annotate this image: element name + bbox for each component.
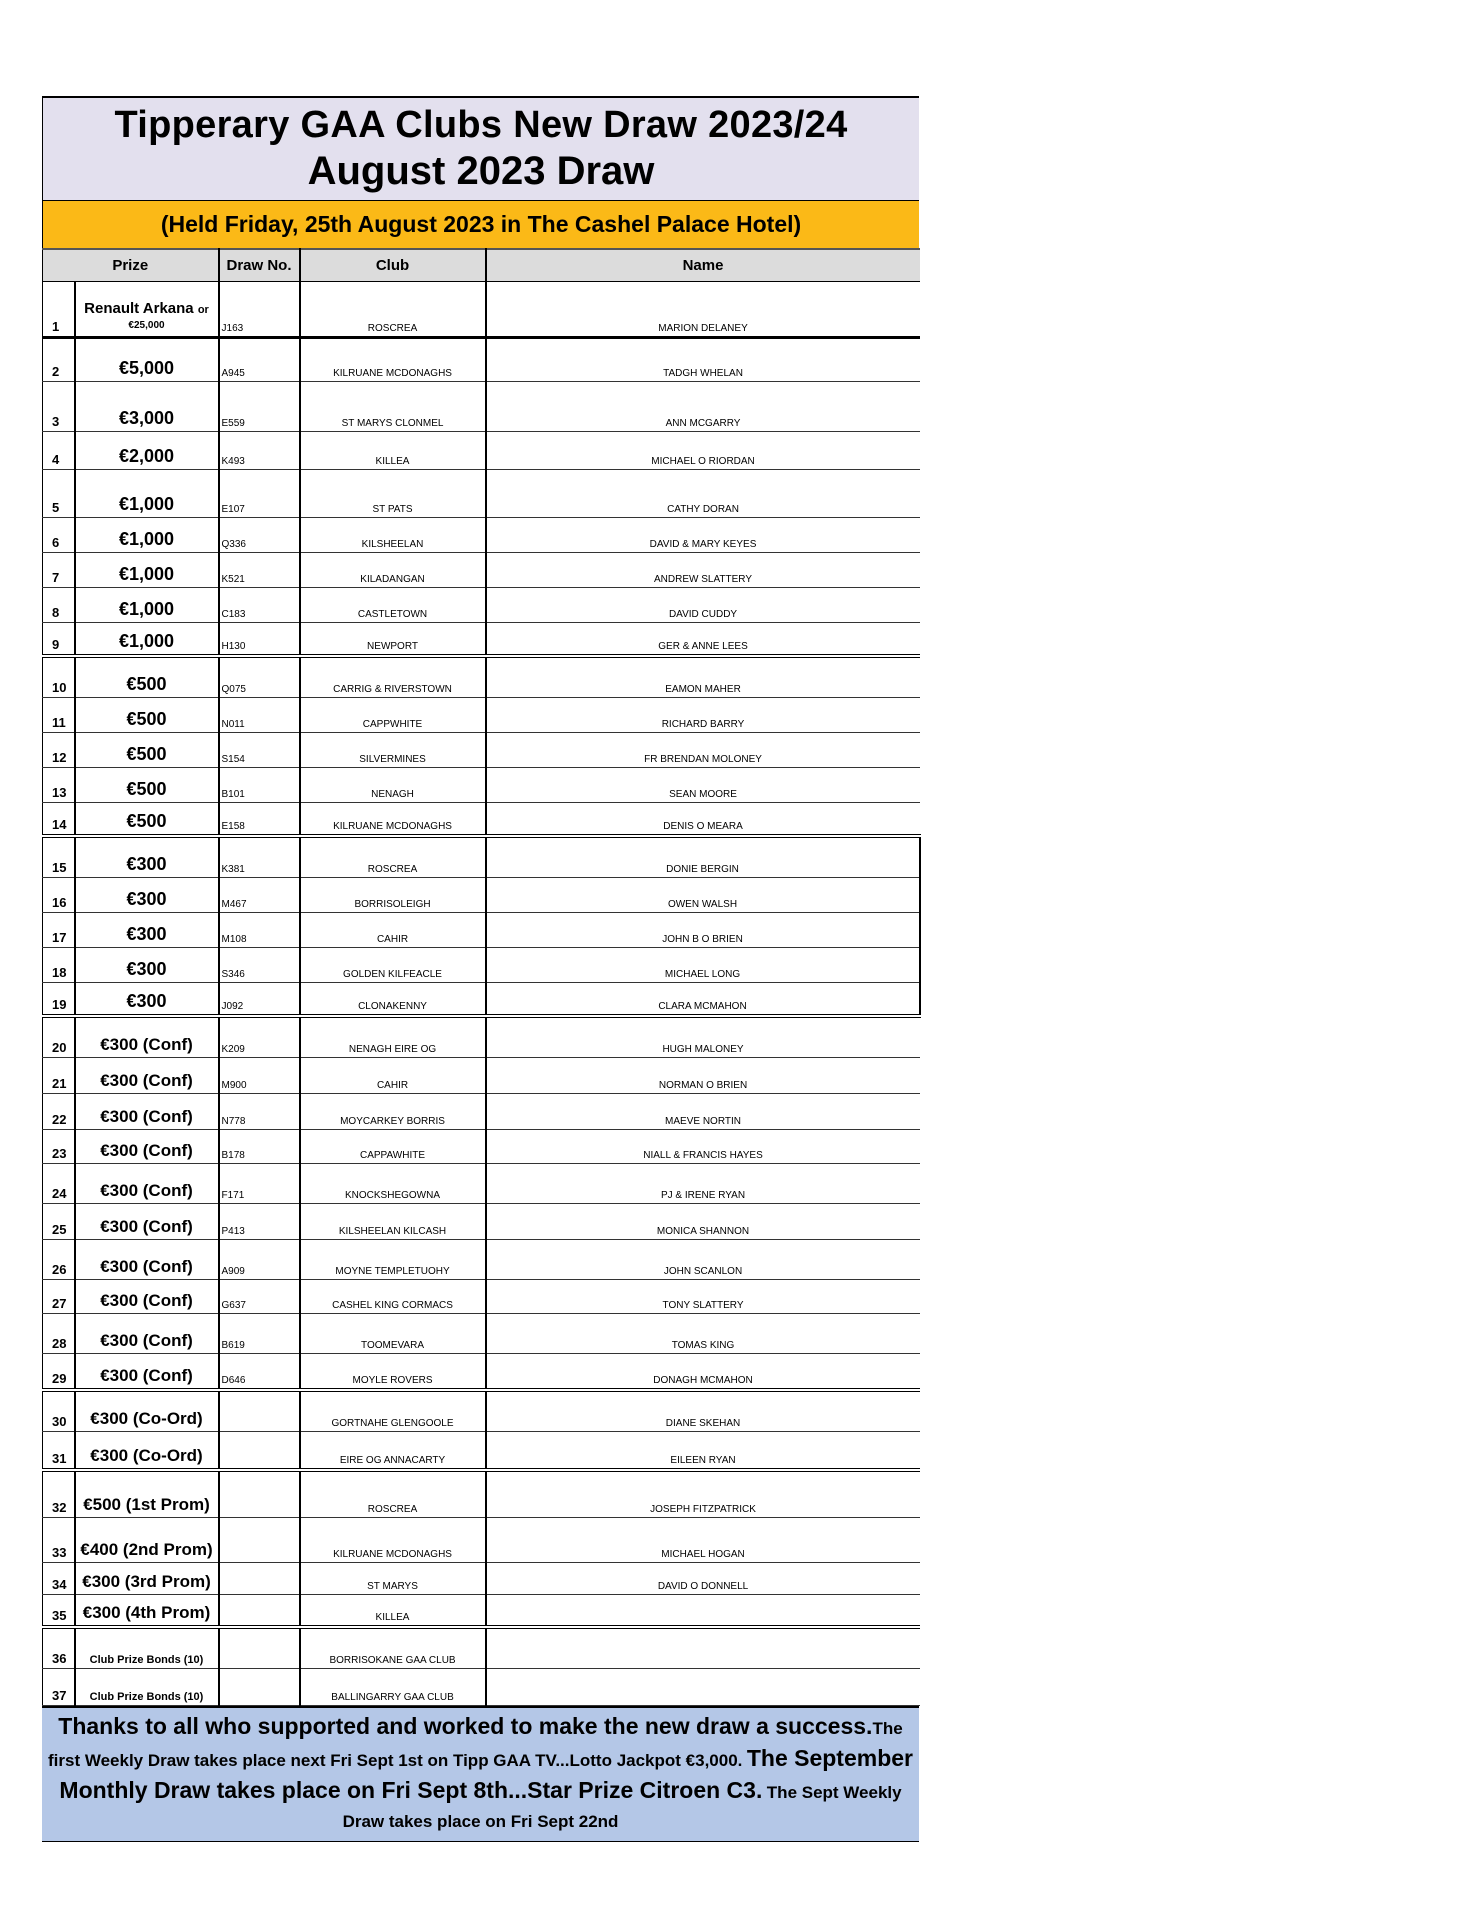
row-prize: €300 (Co-Ord) bbox=[75, 1390, 219, 1432]
col-header-draw-no: Draw No. bbox=[219, 249, 300, 282]
row-name: NIALL & FRANCIS HAYES bbox=[486, 1130, 920, 1164]
row-name: DIANE SKEHAN bbox=[486, 1390, 920, 1432]
row-draw-no bbox=[219, 1390, 300, 1432]
row-prize: €300 (3rd Prom) bbox=[75, 1563, 219, 1595]
row-name: MONICA SHANNON bbox=[486, 1204, 920, 1240]
footer-weekly: The first Weekly Draw takes place next Fri Sept 1st on Tipp GAA TV...Lotto Jackpot €3,000. bbox=[48, 1719, 903, 1770]
row-draw-no: N011 bbox=[219, 698, 300, 733]
row-club: ST PATS bbox=[300, 470, 486, 518]
table-row bbox=[43, 382, 920, 432]
row-club: ST MARYS CLONMEL bbox=[300, 382, 486, 432]
row-prize: €1,000 bbox=[75, 470, 219, 518]
row-name: PJ & IRENE RYAN bbox=[486, 1164, 920, 1204]
table-row bbox=[43, 656, 920, 698]
row-prize: €1,000 bbox=[75, 623, 219, 656]
row-draw-no: Q075 bbox=[219, 656, 300, 698]
row-number: 27 bbox=[43, 1280, 75, 1314]
row-number: 13 bbox=[43, 768, 75, 803]
row-number: 9 bbox=[43, 623, 75, 656]
table-row bbox=[43, 1354, 920, 1390]
row-club: CAPPWHITE bbox=[300, 698, 486, 733]
table-row bbox=[43, 1016, 920, 1058]
row-name: DONIE BERGIN bbox=[486, 836, 920, 878]
table-row bbox=[43, 836, 920, 878]
row-name: EAMON MAHER bbox=[486, 656, 920, 698]
table-row bbox=[43, 698, 920, 733]
row-number: 4 bbox=[43, 432, 75, 470]
table-row bbox=[43, 553, 920, 588]
row-number: 15 bbox=[43, 836, 75, 878]
row-club: CAHIR bbox=[300, 913, 486, 948]
row-prize: €300 (Co-Ord) bbox=[75, 1432, 219, 1470]
row-prize: €500 bbox=[75, 656, 219, 698]
row-club: ROSCREA bbox=[300, 836, 486, 878]
row-draw-no: C183 bbox=[219, 588, 300, 623]
row-draw-no: M108 bbox=[219, 913, 300, 948]
row-club: EIRE OG ANNACARTY bbox=[300, 1432, 486, 1470]
row-draw-no bbox=[219, 1669, 300, 1706]
row-draw-no: K381 bbox=[219, 836, 300, 878]
table-row bbox=[43, 913, 920, 948]
row-number: 20 bbox=[43, 1016, 75, 1058]
row-name: NORMAN O BRIEN bbox=[486, 1058, 920, 1094]
row-club: KILRUANE MCDONAGHS bbox=[300, 803, 486, 836]
row-club: CAHIR bbox=[300, 1058, 486, 1094]
row-draw-no: M467 bbox=[219, 878, 300, 913]
row-number: 3 bbox=[43, 382, 75, 432]
row-draw-no: D646 bbox=[219, 1354, 300, 1390]
row-number: 30 bbox=[43, 1390, 75, 1432]
row-name: CATHY DORAN bbox=[486, 470, 920, 518]
row-prize: €500 bbox=[75, 803, 219, 836]
footer-monthly: The September Monthly Draw takes place on Fri Sept 8th...Star Prize Citroen C3. bbox=[59, 1745, 913, 1803]
row-number: 29 bbox=[43, 1354, 75, 1390]
row-name: JOHN B O BRIEN bbox=[486, 913, 920, 948]
row-prize: Club Prize Bonds (10) bbox=[75, 1627, 219, 1669]
row-name: DONAGH MCMAHON bbox=[486, 1354, 920, 1390]
row-number: 28 bbox=[43, 1314, 75, 1354]
table-row bbox=[43, 1314, 920, 1354]
row-club: CAPPAWHITE bbox=[300, 1130, 486, 1164]
footer-thanks: Thanks to all who supported and worked to make the new draw a success. bbox=[58, 1713, 873, 1739]
row-number: 35 bbox=[43, 1595, 75, 1627]
row-club: GOLDEN KILFEACLE bbox=[300, 948, 486, 983]
row-prize: €300 (4th Prom) bbox=[75, 1595, 219, 1627]
row-name: JOHN SCANLON bbox=[486, 1240, 920, 1280]
row-name: ANN MCGARRY bbox=[486, 382, 920, 432]
table-row bbox=[43, 733, 920, 768]
row-prize: €300 bbox=[75, 948, 219, 983]
row-prize: €2,000 bbox=[75, 432, 219, 470]
table-row bbox=[43, 803, 920, 836]
table-row bbox=[43, 1470, 920, 1518]
row-draw-no bbox=[219, 1595, 300, 1627]
table-row bbox=[43, 338, 920, 382]
table-row bbox=[43, 1432, 920, 1470]
row-name: HUGH MALONEY bbox=[486, 1016, 920, 1058]
row-club: NENAGH bbox=[300, 768, 486, 803]
table-row bbox=[43, 1563, 920, 1595]
row-number: 10 bbox=[43, 656, 75, 698]
row-draw-no: K521 bbox=[219, 553, 300, 588]
row-name: MARION DELANEY bbox=[486, 282, 920, 338]
row-number: 2 bbox=[43, 338, 75, 382]
row-number: 17 bbox=[43, 913, 75, 948]
row-name: DENIS O MEARA bbox=[486, 803, 920, 836]
row-name bbox=[486, 1669, 920, 1706]
row-draw-no: F171 bbox=[219, 1164, 300, 1204]
title-box bbox=[42, 96, 919, 200]
row-prize: €3,000 bbox=[75, 382, 219, 432]
row-draw-no: S346 bbox=[219, 948, 300, 983]
table-row bbox=[43, 1130, 920, 1164]
row-name: MICHAEL HOGAN bbox=[486, 1518, 920, 1563]
row-name: DAVID CUDDY bbox=[486, 588, 920, 623]
row-number: 11 bbox=[43, 698, 75, 733]
row-prize: €1,000 bbox=[75, 553, 219, 588]
row-number: 16 bbox=[43, 878, 75, 913]
row-club: KILSHEELAN bbox=[300, 518, 486, 553]
row-number: 22 bbox=[43, 1094, 75, 1130]
results-table bbox=[42, 248, 921, 1706]
row-number: 5 bbox=[43, 470, 75, 518]
page-title: Tipperary GAA Clubs New Draw 2023/24 bbox=[114, 104, 848, 146]
row-draw-no: E158 bbox=[219, 803, 300, 836]
row-club: CLONAKENNY bbox=[300, 983, 486, 1016]
row-prize: €300 (Conf) bbox=[75, 1240, 219, 1280]
row-number: 36 bbox=[43, 1627, 75, 1669]
row-number: 19 bbox=[43, 983, 75, 1016]
row-club: SILVERMINES bbox=[300, 733, 486, 768]
row-name: CLARA MCMAHON bbox=[486, 983, 920, 1016]
row-club: KILLEA bbox=[300, 1595, 486, 1627]
row-number: 34 bbox=[43, 1563, 75, 1595]
row-club: TOOMEVARA bbox=[300, 1314, 486, 1354]
table-row bbox=[43, 1390, 920, 1432]
table-row bbox=[43, 1240, 920, 1280]
row-prize: €500 bbox=[75, 698, 219, 733]
table-row bbox=[43, 1627, 920, 1669]
col-header-club: Club bbox=[300, 249, 486, 282]
row-name: TOMAS KING bbox=[486, 1314, 920, 1354]
row-draw-no: K493 bbox=[219, 432, 300, 470]
row-prize: €1,000 bbox=[75, 588, 219, 623]
draw-results-sheet bbox=[42, 96, 919, 1842]
first-prize-line2: €25,000 bbox=[128, 320, 165, 331]
row-prize: €300 (Conf) bbox=[75, 1094, 219, 1130]
row-club: BORRISOLEIGH bbox=[300, 878, 486, 913]
table-row bbox=[43, 948, 920, 983]
row-number: 21 bbox=[43, 1058, 75, 1094]
row-draw-no: S154 bbox=[219, 733, 300, 768]
row-draw-no: E107 bbox=[219, 470, 300, 518]
first-prize-line1: Renault Arkana bbox=[84, 300, 194, 317]
table-row bbox=[43, 623, 920, 656]
page-subtitle: August 2023 Draw bbox=[307, 149, 655, 193]
row-club: ROSCREA bbox=[300, 282, 486, 338]
row-draw-no bbox=[219, 1563, 300, 1595]
table-row bbox=[43, 470, 920, 518]
row-draw-no bbox=[219, 1518, 300, 1563]
row-name: DAVID O DONNELL bbox=[486, 1563, 920, 1595]
row-name: JOSEPH FITZPATRICK bbox=[486, 1470, 920, 1518]
row-number: 23 bbox=[43, 1130, 75, 1164]
first-prize-or: or bbox=[197, 304, 209, 316]
table-row bbox=[43, 1518, 920, 1563]
row-draw-no bbox=[219, 1470, 300, 1518]
row-prize: €300 (Conf) bbox=[75, 1016, 219, 1058]
row-club: MOYCARKEY BORRIS bbox=[300, 1094, 486, 1130]
row-number: 24 bbox=[43, 1164, 75, 1204]
row-draw-no: J163 bbox=[219, 282, 300, 338]
table-row bbox=[43, 1058, 920, 1094]
row-prize bbox=[75, 282, 219, 338]
row-prize: €300 (Conf) bbox=[75, 1280, 219, 1314]
table-row bbox=[43, 588, 920, 623]
row-club: NEWPORT bbox=[300, 623, 486, 656]
row-prize: €300 bbox=[75, 836, 219, 878]
row-prize: Club Prize Bonds (10) bbox=[75, 1669, 219, 1706]
row-club: KILLEA bbox=[300, 432, 486, 470]
row-number: 33 bbox=[43, 1518, 75, 1563]
table-row bbox=[43, 878, 920, 913]
row-name: MICHAEL O RIORDAN bbox=[486, 432, 920, 470]
table-row bbox=[43, 1204, 920, 1240]
row-name: EILEEN RYAN bbox=[486, 1432, 920, 1470]
row-prize: €500 (1st Prom) bbox=[75, 1470, 219, 1518]
row-name: TONY SLATTERY bbox=[486, 1280, 920, 1314]
row-name: MICHAEL LONG bbox=[486, 948, 920, 983]
row-club: BALLINGARRY GAA CLUB bbox=[300, 1669, 486, 1706]
row-name: TADGH WHELAN bbox=[486, 338, 920, 382]
row-draw-no: G637 bbox=[219, 1280, 300, 1314]
row-number: 7 bbox=[43, 553, 75, 588]
row-draw-no: M900 bbox=[219, 1058, 300, 1094]
footer-message bbox=[42, 1706, 919, 1842]
row-prize: €300 bbox=[75, 983, 219, 1016]
row-draw-no: A909 bbox=[219, 1240, 300, 1280]
table-row bbox=[43, 282, 920, 338]
table-row bbox=[43, 1094, 920, 1130]
row-club: CASHEL KING CORMACS bbox=[300, 1280, 486, 1314]
row-prize: €1,000 bbox=[75, 518, 219, 553]
row-name bbox=[486, 1627, 920, 1669]
row-name: ANDREW SLATTERY bbox=[486, 553, 920, 588]
row-prize: €300 (Conf) bbox=[75, 1130, 219, 1164]
row-number: 8 bbox=[43, 588, 75, 623]
footer-sept-weekly: The Sept Weekly Draw takes place on Fri Sept 22nd bbox=[342, 1783, 902, 1831]
row-number: 37 bbox=[43, 1669, 75, 1706]
row-prize: €300 bbox=[75, 878, 219, 913]
row-club: KILSHEELAN KILCASH bbox=[300, 1204, 486, 1240]
row-draw-no: Q336 bbox=[219, 518, 300, 553]
row-club: MOYLE ROVERS bbox=[300, 1354, 486, 1390]
row-club: KILRUANE MCDONAGHS bbox=[300, 338, 486, 382]
row-prize: €400 (2nd Prom) bbox=[75, 1518, 219, 1563]
row-club: MOYNE TEMPLETUOHY bbox=[300, 1240, 486, 1280]
row-name: DAVID & MARY KEYES bbox=[486, 518, 920, 553]
row-draw-no: E559 bbox=[219, 382, 300, 432]
row-club: CARRIG & RIVERSTOWN bbox=[300, 656, 486, 698]
row-club: KILADANGAN bbox=[300, 553, 486, 588]
row-number: 6 bbox=[43, 518, 75, 553]
row-draw-no: B101 bbox=[219, 768, 300, 803]
row-club: KILRUANE MCDONAGHS bbox=[300, 1518, 486, 1563]
row-club: ST MARYS bbox=[300, 1563, 486, 1595]
row-name: GER & ANNE LEES bbox=[486, 623, 920, 656]
col-header-prize: Prize bbox=[43, 249, 219, 282]
row-prize: €5,000 bbox=[75, 338, 219, 382]
row-draw-no: J092 bbox=[219, 983, 300, 1016]
row-prize: €300 bbox=[75, 913, 219, 948]
table-row bbox=[43, 768, 920, 803]
row-name: MAEVE NORTIN bbox=[486, 1094, 920, 1130]
row-number: 25 bbox=[43, 1204, 75, 1240]
row-draw-no: A945 bbox=[219, 338, 300, 382]
held-text: (Held Friday, 25th August 2023 in The Cashel Palace Hotel) bbox=[160, 211, 802, 237]
table-row bbox=[43, 1595, 920, 1627]
row-draw-no bbox=[219, 1432, 300, 1470]
table-row bbox=[43, 432, 920, 470]
row-draw-no bbox=[219, 1627, 300, 1669]
row-prize: €300 (Conf) bbox=[75, 1164, 219, 1204]
held-banner bbox=[42, 200, 919, 248]
row-draw-no: P413 bbox=[219, 1204, 300, 1240]
row-prize: €500 bbox=[75, 733, 219, 768]
row-name: OWEN WALSH bbox=[486, 878, 920, 913]
row-name bbox=[486, 1595, 920, 1627]
row-prize: €300 (Conf) bbox=[75, 1204, 219, 1240]
table-header-row bbox=[43, 249, 920, 282]
row-club: GORTNAHE GLENGOOLE bbox=[300, 1390, 486, 1432]
row-prize: €500 bbox=[75, 768, 219, 803]
row-number: 31 bbox=[43, 1432, 75, 1470]
row-number: 18 bbox=[43, 948, 75, 983]
row-prize: €300 (Conf) bbox=[75, 1314, 219, 1354]
row-number: 32 bbox=[43, 1470, 75, 1518]
row-prize: €300 (Conf) bbox=[75, 1058, 219, 1094]
row-club: NENAGH EIRE OG bbox=[300, 1016, 486, 1058]
row-number: 14 bbox=[43, 803, 75, 836]
table-row bbox=[43, 1280, 920, 1314]
row-name: FR BRENDAN MOLONEY bbox=[486, 733, 920, 768]
row-number: 12 bbox=[43, 733, 75, 768]
row-club: ROSCREA bbox=[300, 1470, 486, 1518]
row-number: 1 bbox=[43, 282, 75, 338]
col-header-name: Name bbox=[486, 249, 920, 282]
row-club: BORRISOKANE GAA CLUB bbox=[300, 1627, 486, 1669]
row-draw-no: K209 bbox=[219, 1016, 300, 1058]
row-draw-no: B178 bbox=[219, 1130, 300, 1164]
row-draw-no: H130 bbox=[219, 623, 300, 656]
table-row bbox=[43, 1164, 920, 1204]
row-name: RICHARD BARRY bbox=[486, 698, 920, 733]
row-club: KNOCKSHEGOWNA bbox=[300, 1164, 486, 1204]
table-row bbox=[43, 518, 920, 553]
row-draw-no: N778 bbox=[219, 1094, 300, 1130]
table-row bbox=[43, 983, 920, 1016]
row-draw-no: B619 bbox=[219, 1314, 300, 1354]
row-prize: €300 (Conf) bbox=[75, 1354, 219, 1390]
table-row bbox=[43, 1669, 920, 1706]
row-name: SEAN MOORE bbox=[486, 768, 920, 803]
row-number: 26 bbox=[43, 1240, 75, 1280]
row-club: CASTLETOWN bbox=[300, 588, 486, 623]
